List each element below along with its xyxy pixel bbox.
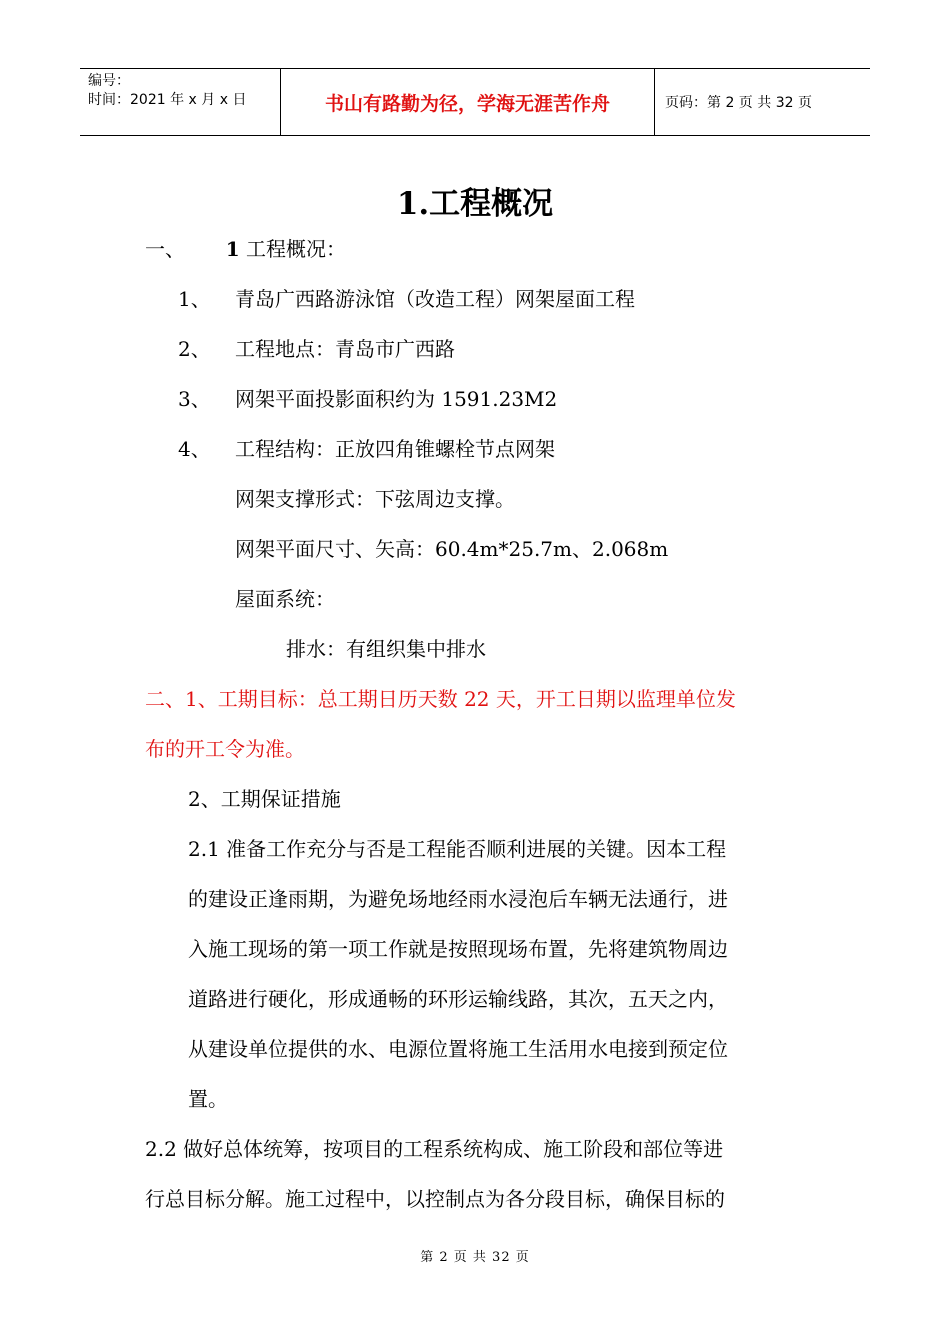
header-table <box>80 68 870 136</box>
schedule-target-line2: 布的开工令为准。 <box>145 737 305 761</box>
header-left-cell <box>80 69 281 135</box>
roof-system: 屋面系统： <box>235 587 335 611</box>
section1-text: 工程概况： <box>246 237 346 261</box>
measures-title: 2、工期保证措施 <box>188 787 341 811</box>
grid-dimensions: 网架平面尺寸、矢高：60.4m*25.7m、2.068m <box>235 537 669 561</box>
page-info: 页码：第 2 页 共 32 页 <box>665 95 812 111</box>
motto: 书山有路勤为径，学海无涯苦作舟 <box>281 69 655 135</box>
page-footer: 第 2 页 共 32 页 <box>420 1250 530 1265</box>
para-2-1-line: 道路进行硬化，形成通畅的环形运输线路，其次，五天之内， <box>188 987 728 1011</box>
para-2-1-line: 的建设正逢雨期，为避免场地经雨水浸泡后车辆无法通行，进 <box>188 887 728 911</box>
support-form: 网架支撑形式：下弦周边支撑。 <box>235 487 515 511</box>
list-item: 4、 工程结构：正放四角锥螺栓节点网架 <box>178 437 555 461</box>
section1-heading <box>145 236 346 262</box>
para-2-1-line: 2.1 准备工作充分与否是工程能否顺利进展的关键。因本工程 <box>188 837 727 861</box>
section1-prefix: 一、 <box>145 237 185 261</box>
list-item: 2、 工程地点：青岛市广西路 <box>178 337 455 361</box>
code-label: 编号： <box>88 73 130 89</box>
list-item: 3、 网架平面投影面积约为 1591.23M2 <box>178 387 558 411</box>
page-title: 1.工程概况 <box>396 186 554 222</box>
para-2-2-line: 2.2 做好总体统筹，按项目的工程系统构成、施工阶段和部位等进 <box>145 1137 724 1161</box>
drainage: 排水：有组织集中排水 <box>286 637 486 661</box>
section1-num: 1 <box>225 237 240 261</box>
list-item: 1、 青岛广西路游泳馆（改造工程）网架屋面工程 <box>178 287 635 311</box>
para-2-1-line: 置。 <box>188 1087 228 1111</box>
para-2-1-line: 入施工现场的第一项工作就是按照现场布置，先将建筑物周边 <box>188 937 728 961</box>
time-label: 时间：2021 年 x 月 x 日 <box>88 92 247 108</box>
para-2-2-line: 行总目标分解。施工过程中，以控制点为各分段目标，确保目标的 <box>145 1187 725 1211</box>
para-2-1-line: 从建设单位提供的水、电源位置将施工生活用水电接到预定位 <box>188 1037 728 1061</box>
schedule-target-line1: 二、1、工期目标：总工期日历天数 22 天，开工日期以监理单位发 <box>145 687 736 711</box>
